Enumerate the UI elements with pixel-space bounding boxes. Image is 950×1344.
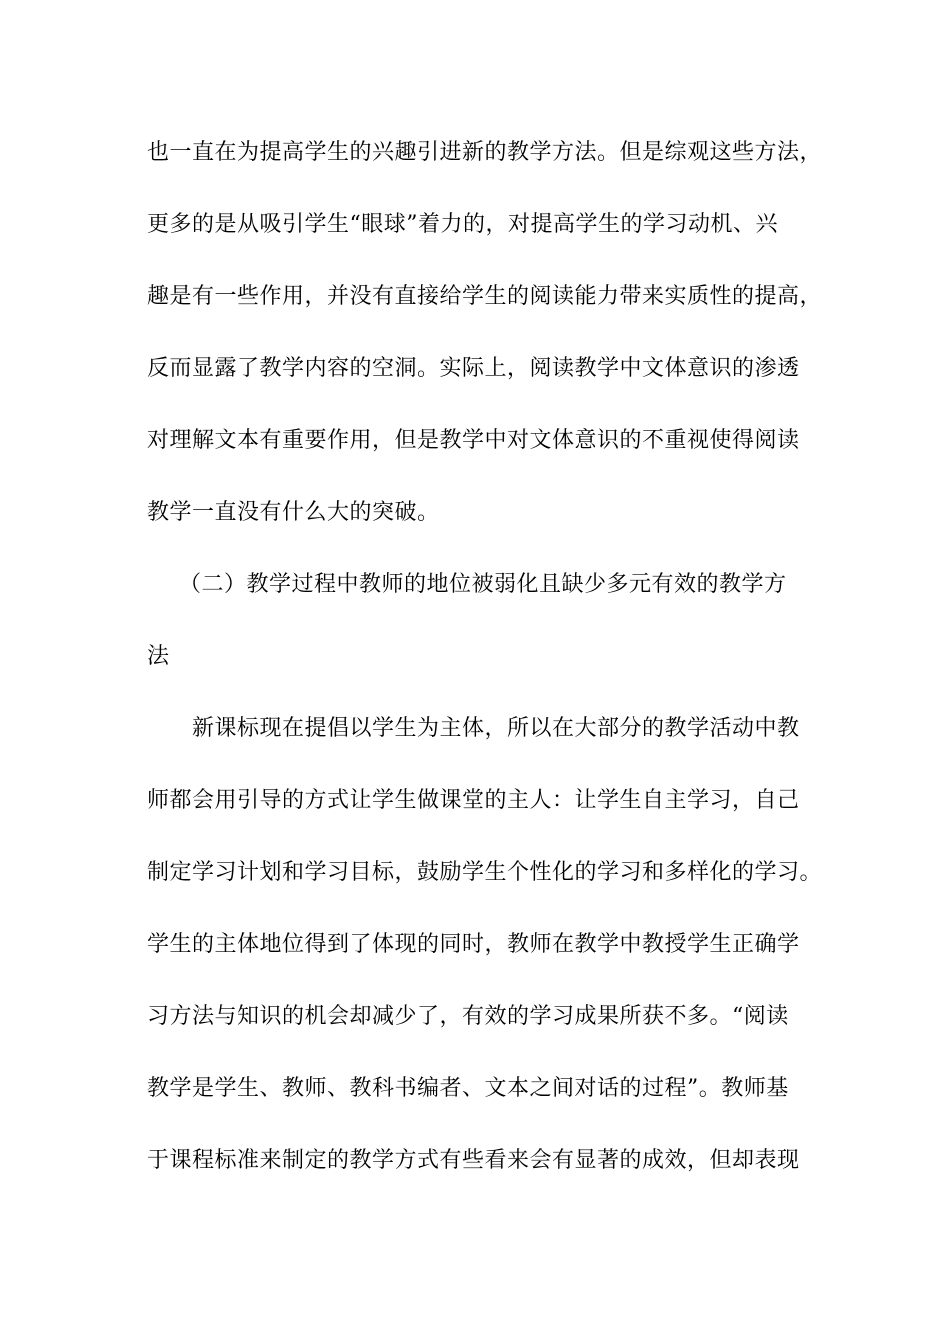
paragraph-line: 教学一直没有什么大的突破。: [147, 500, 440, 525]
section-heading: （二）教学过程中教师的地位被弱化且缺少多元有效的教学方: [179, 572, 787, 597]
section-heading-continuation: 法: [147, 644, 170, 669]
paragraph-line: 更多的是从吸引学生“眼球”着力的，对提高学生的学习动机、兴: [147, 212, 778, 237]
paragraph-line: 于课程标准来制定的教学方式有些看来会有显著的成效，但却表现: [147, 1148, 800, 1173]
paragraph-line: 反而显露了教学内容的空洞。实际上，阅读教学中文体意识的渗透: [147, 356, 800, 381]
paragraph-line: 也一直在为提高学生的兴趣引进新的教学方法。但是综观这些方法，: [147, 140, 823, 165]
paragraph-line: 制定学习计划和学习目标，鼓励学生个性化的学习和多样化的学习。: [147, 860, 823, 885]
paragraph-line: 师都会用引导的方式让学生做课堂的主人：让学生自主学习，自己: [147, 788, 800, 813]
paragraph-line: 趣是有一些作用，并没有直接给学生的阅读能力带来实质性的提高，: [147, 284, 823, 309]
paragraph-line: 教学是学生、教师、教科书编者、文本之间对话的过程”。教师基: [147, 1076, 789, 1101]
paragraph-line: 新课标现在提倡以学生为主体，所以在大部分的教学活动中教: [192, 716, 800, 741]
paragraph-line: 学生的主体地位得到了体现的同时，教师在教学中教授学生正确学: [147, 932, 800, 957]
paragraph-line: 习方法与知识的机会却减少了，有效的学习成果所获不多。“阅读: [147, 1004, 789, 1029]
paragraph-line: 对理解文本有重要作用，但是教学中对文体意识的不重视使得阅读: [147, 428, 800, 453]
